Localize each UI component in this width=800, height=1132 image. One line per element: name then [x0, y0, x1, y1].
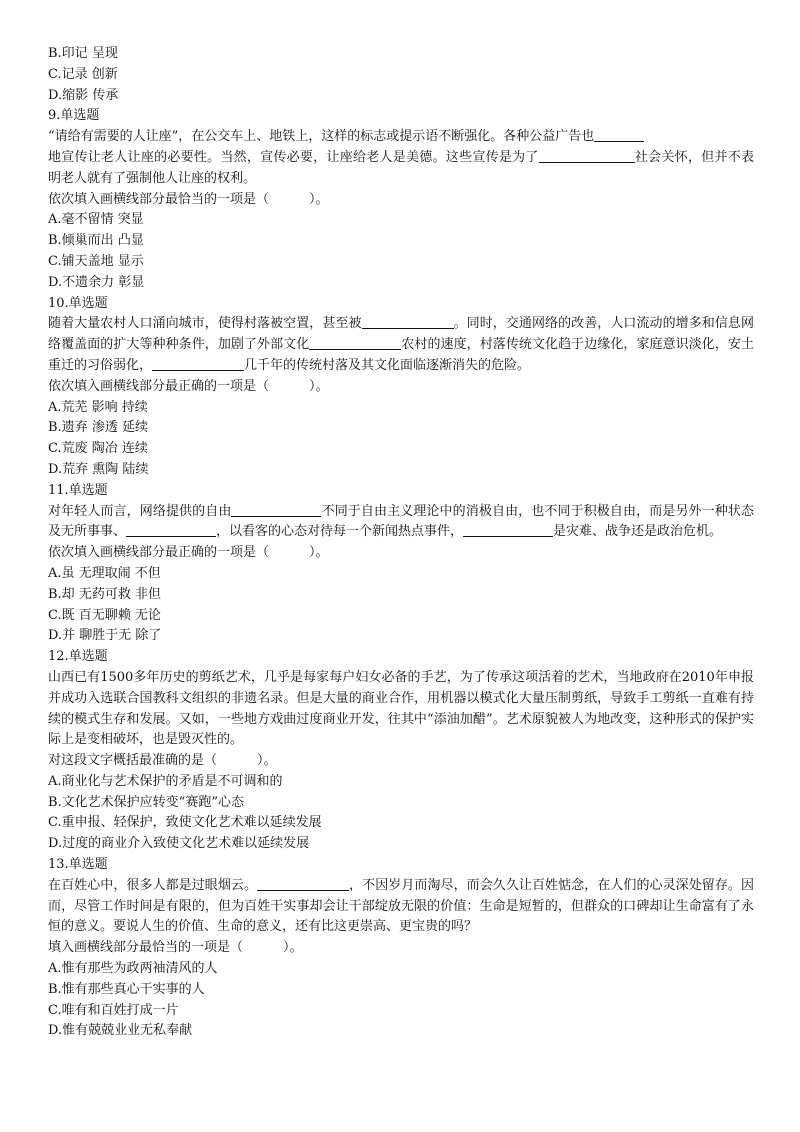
q13-option-b: B.惟有那些真心干实事的人 [48, 981, 205, 997]
q11-passage [48, 502, 754, 544]
q10-text-4: 几千年的传统村落及其文化面临逐渐消失的危险。 [244, 357, 531, 373]
q11-prompt: 依次填入画横线部分最正确的一项是（ ）。 [48, 545, 329, 561]
q13-option-d: D.惟有兢兢业业无私奉献 [48, 1023, 193, 1039]
q11-text-4: 是灾难、战争还是政治危机。 [553, 524, 723, 540]
q11-blank-3 [463, 522, 553, 537]
q9-option-b: B.倾巢而出 凸显 [48, 233, 144, 249]
q13-text-1: 在百姓心中，很多人都是过眼烟云。 [48, 877, 258, 893]
q11-text-3: ，以看客的心态对待每一个新闻热点事件， [216, 524, 464, 540]
q9-passage [48, 127, 754, 189]
q9-blank-2 [539, 148, 635, 163]
q9-text-2: 地宣传让老人让座的必要性。当然，宣传必要，让座给老人是美德。这些宣传是为了 [48, 149, 539, 165]
q13-blank-1 [257, 876, 349, 891]
q13-prompt: 填入画横线部分最恰当的一项是（ ）。 [48, 940, 303, 956]
q12-option-c: C.重申报、轻保护，致使文化艺术难以延续发展 [48, 815, 322, 831]
q10-text-3: 农村的速度，村落传统文化趋于边缘化，家庭意识淡化，安土重迁的习俗弱化， [48, 337, 754, 373]
q10-passage [48, 314, 754, 376]
q12-option-b: B.文化艺术保护应转变“赛跑”心态 [48, 794, 244, 810]
q13-passage [48, 876, 754, 938]
q11-header: 11.单选题 [48, 482, 108, 498]
q9-header: 9.单选题 [48, 108, 100, 124]
q13-text-2: ，不因岁月而淘尽，而会久久让百姓惦念，在人们的心灵深处留存。因而，尽管工作时间是有限的，但为百姓干实事却会让干部绽放无限的价值：生命是短暂的，但群众的口碑却让生命富有了永恒的意义。要说人生的价值、生命的意义，还有比这更崇高、更宝贵的吗？ [48, 877, 754, 935]
q12-option-a: A.商业化与艺术保护的矛盾是不可调和的 [48, 773, 283, 789]
q10-option-b: B.遗弃 渗透 延续 [48, 420, 148, 436]
q13-option-c: C.唯有和百姓打成一片 [48, 1002, 179, 1018]
q9-option-d: D.不遗余力 彰显 [48, 274, 145, 290]
q9-option-c: C.铺天盖地 显示 [48, 253, 144, 269]
q9-option-a: A.毫不留情 突显 [48, 212, 144, 228]
q10-option-d: D.荒弃 熏陶 陆续 [48, 461, 149, 477]
q10-blank-1 [362, 314, 454, 329]
q11-text-2: 不同于自由主义理论中的消极自由，也不同于积极自由，而是另外一种状态及无所事事、 [48, 503, 754, 540]
q11-option-c: C.既 百无聊赖 无论 [48, 607, 161, 623]
q11-blank-2 [126, 522, 216, 537]
q12-prompt: 对这段文字概括最准确的是（ ）。 [48, 753, 277, 769]
q12-option-d: D.过度的商业介入致使文化艺术难以延续发展 [48, 836, 310, 852]
q8-option-b: B.印记 呈现 [48, 46, 118, 61]
q11-text-1: 对年轻人而言，网络提供的自由 [48, 503, 232, 519]
q10-option-a: A.荒芜 影响 持续 [48, 399, 148, 415]
q12-passage: 山西已有1500多年历史的剪纸艺术，几乎是每家每户妇女必备的手艺，为了传承这项活着的艺术，当地政府在2010年申报并成功入选联合国教科文组织的非遗名录。但是大量的商业合作，用机器以模式化大量压制剪纸，导致手工剪纸一直难有持续的模式生存和发展。又如，一些地方戏曲过度商业开发，往其中“添油加醋”。艺术原貌被人为地改变，这种形式的保护实际上是变相破坏，也是毁灭性的。 [48, 669, 754, 748]
q9-text-3: 社会关怀，但并不表明老人就有了强制他人让座的权利。 [48, 149, 754, 186]
q13-option-a: A.惟有那些为政两袖清风的人 [48, 961, 218, 977]
q8-option-c: C.记录 创新 [48, 66, 118, 82]
q10-prompt: 依次填入画横线部分最正确的一项是（ ）。 [48, 378, 329, 394]
document-page [48, 44, 754, 1042]
q9-text-1: “请给有需要的人让座”，在公交车上、地铁上，这样的标志或提示语不断强化。各种公益广告也 [48, 129, 595, 145]
q10-option-c: C.荒废 陶冶 连续 [48, 441, 148, 457]
q10-header: 10.单选题 [48, 295, 108, 311]
q10-blank-2 [309, 335, 401, 350]
q9-blank-1 [594, 127, 644, 142]
q11-option-d: D.并 聊胜于无 除了 [48, 628, 162, 644]
q11-blank-1 [231, 502, 321, 517]
q10-text-2: 。同时，交通网络的改善，人口流动的增多和信息网络覆盖面的扩大等种种条件，加剧了外部文化 [48, 316, 754, 353]
q11-option-a: A.虽 无理取闹 不但 [48, 565, 161, 581]
q10-blank-3 [152, 356, 244, 371]
q10-text-1: 随着大量农村人口涌向城市，使得村落被空置，甚至被 [48, 316, 362, 332]
q12-header: 12.单选题 [48, 649, 108, 665]
q13-header: 13.单选题 [48, 857, 108, 873]
q11-option-b: B.却 无药可救 非但 [48, 586, 161, 602]
q8-option-d: D.缩影 传承 [48, 87, 119, 103]
q9-prompt: 依次填入画横线部分最恰当的一项是（ ）。 [48, 191, 329, 207]
